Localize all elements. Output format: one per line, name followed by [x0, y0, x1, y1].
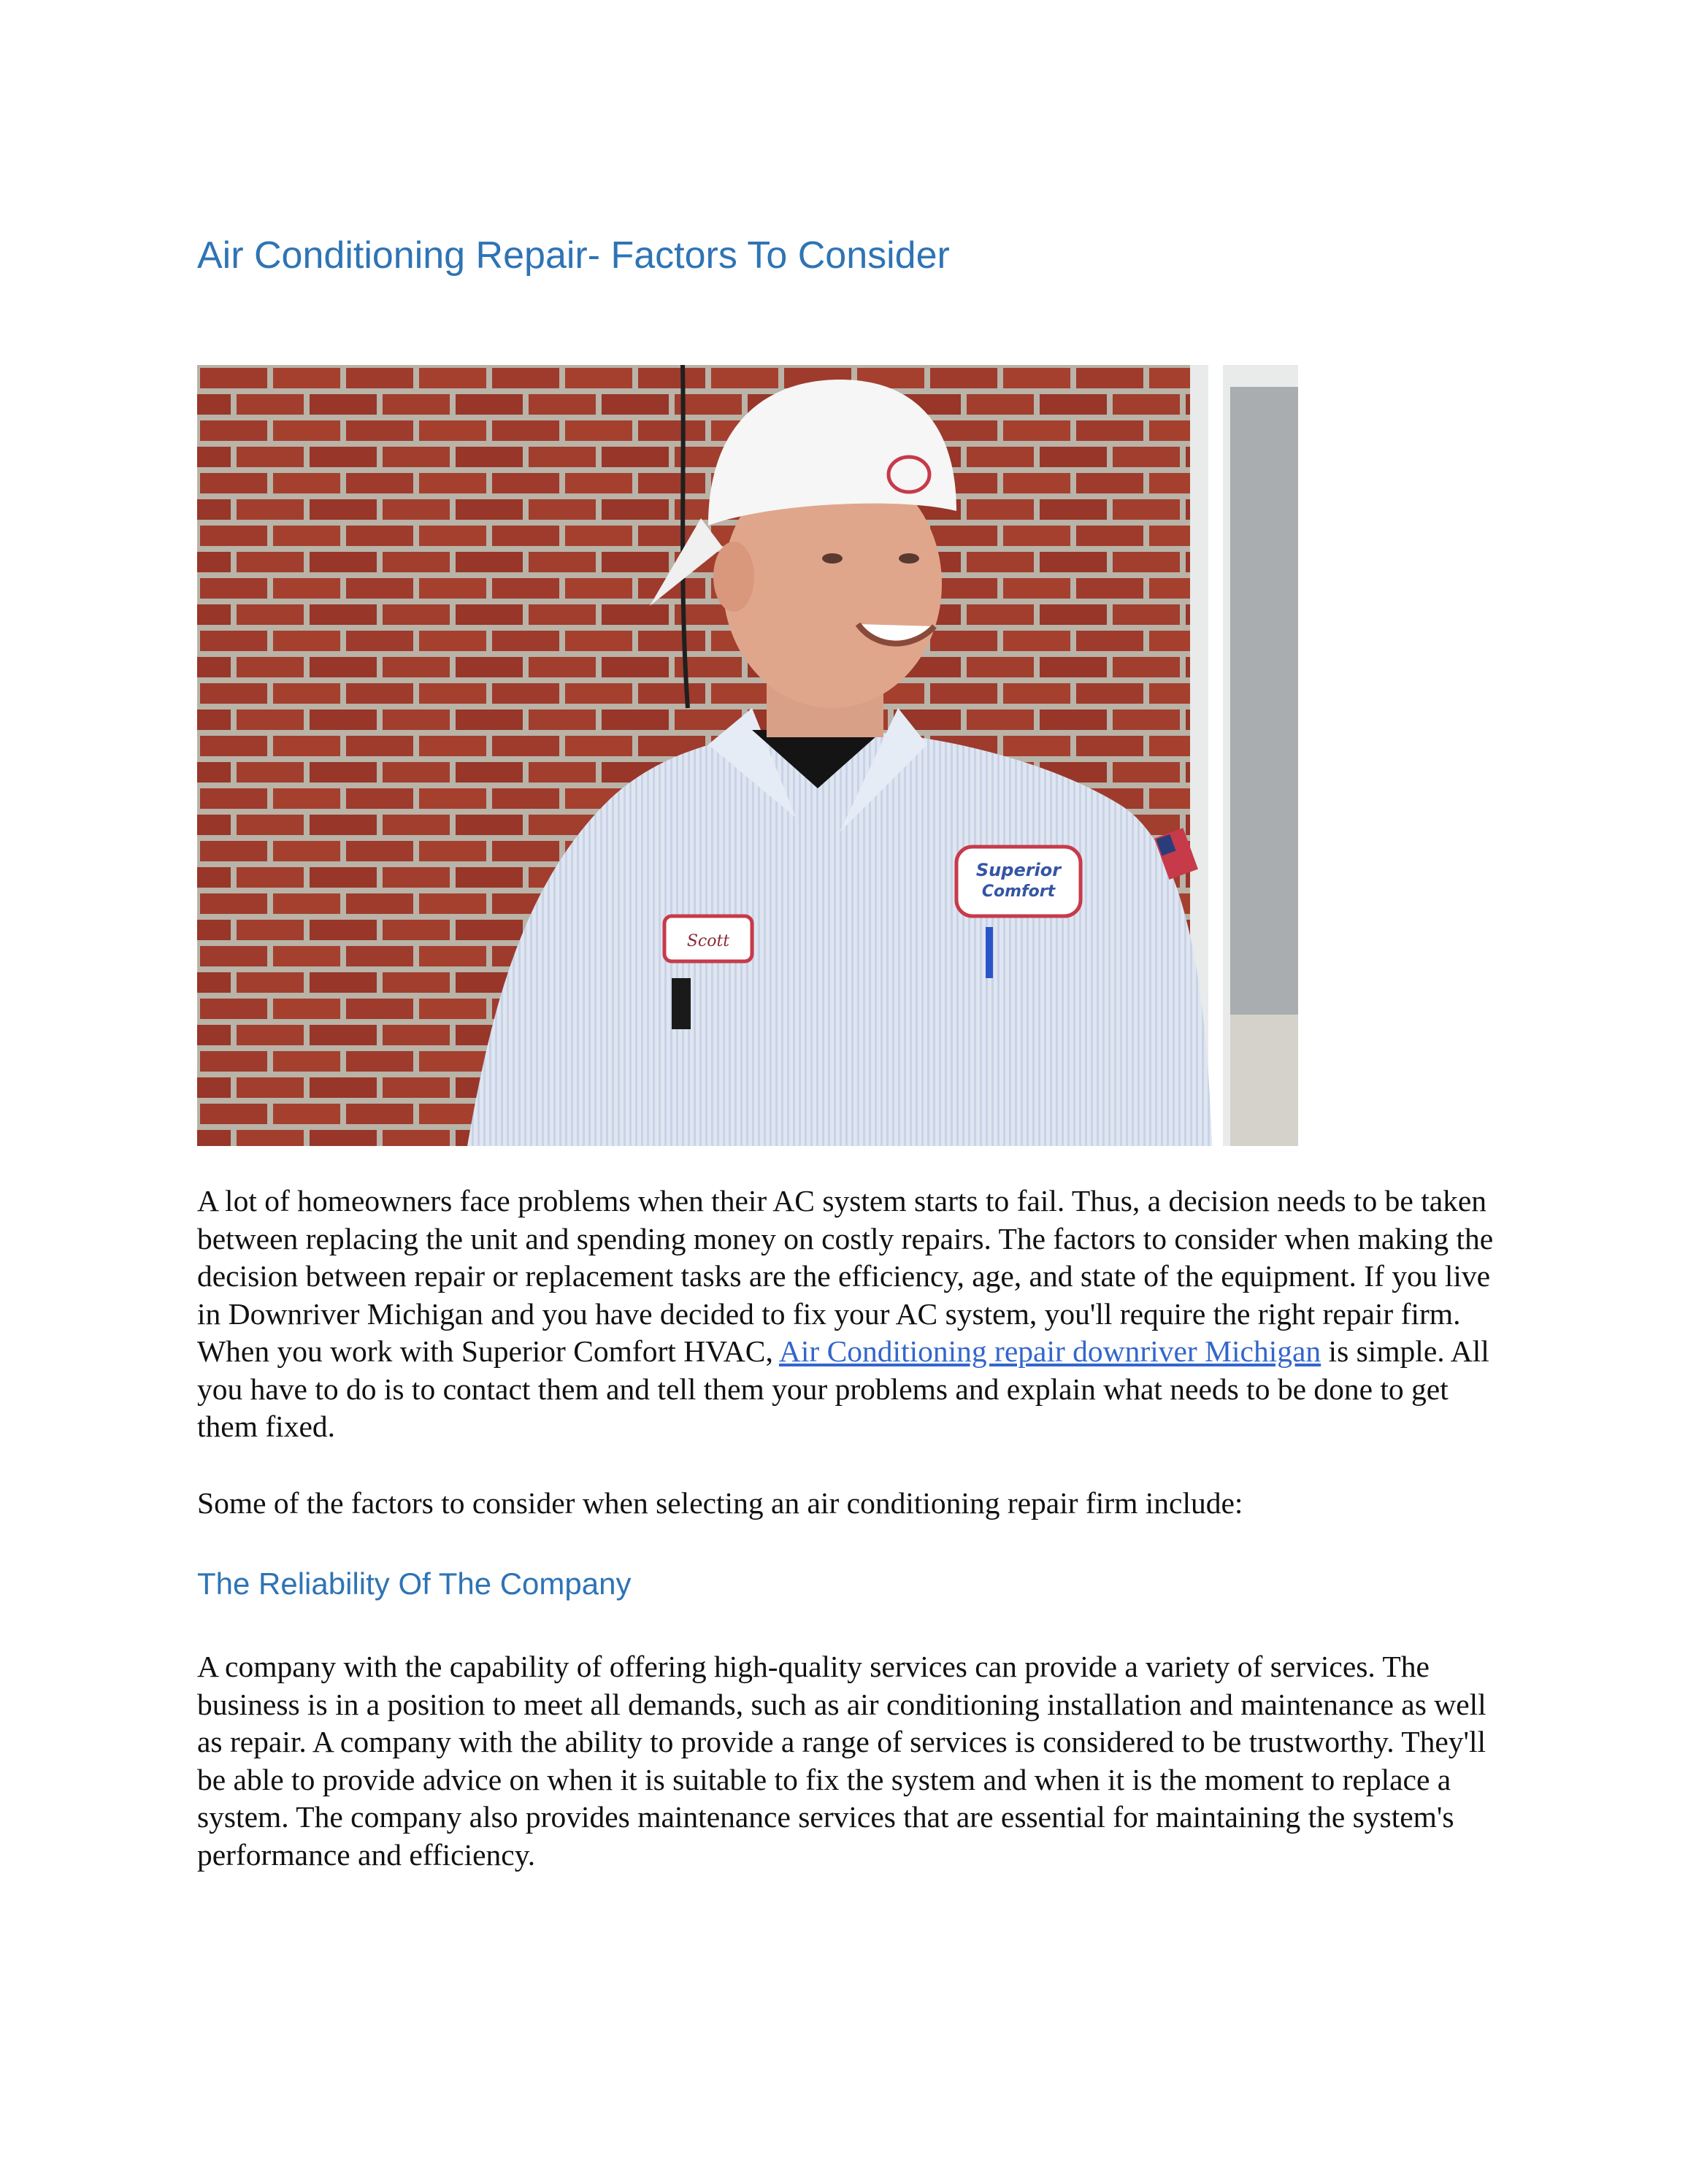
reliability-heading: The Reliability Of The Company — [197, 1566, 632, 1601]
reliability-paragraph: A company with the capability of offering high-quality services can provide a variety of services. The business is in a position to meet all demands, such as air conditioning installation and maintenance as well as repair. A company with the ability to provide a range of services is considered to be trustworthy. They'll be able to provide advice on when it is suitable to fix the system and when it is the moment to replace a system. The company also provides maintenance services that are essential for maintaining the system's performance and efficiency. — [197, 1650, 1486, 1872]
technician-photo — [197, 365, 1298, 1146]
intro-paragraph: A lot of homeowners face problems when their AC system starts to fail. Thus, a decision needs to be taken between replacing the unit and spending money on costly repairs. The factors to consider when making the decision between repair or replacement tasks are the efficiency, age, and state of the equipment. If you live in Downriver Michigan and you have decided to fix your AC system, you'll require the right repair firm. When you work with Superior Comfort HVAC, Air Conditioning repair downriver Michigan is simple. All you have to do is to contact them and tell them your problems and explain what needs to be done to get them fixed. — [197, 1184, 1494, 1443]
logo-line-1: Superior — [975, 860, 1062, 880]
company-logo-patch — [956, 847, 1081, 916]
logo-line-2: Comfort — [981, 883, 1056, 901]
factors-intro-paragraph: Some of the factors to consider when selecting an air conditioning repair firm include: — [197, 1486, 1243, 1520]
page-title: Air Conditioning Repair- Factors To Consider — [197, 234, 950, 277]
name-tag-text: Scott — [686, 932, 730, 950]
ac-repair-link[interactable]: Air Conditioning repair downriver Michigan — [778, 1334, 1321, 1368]
